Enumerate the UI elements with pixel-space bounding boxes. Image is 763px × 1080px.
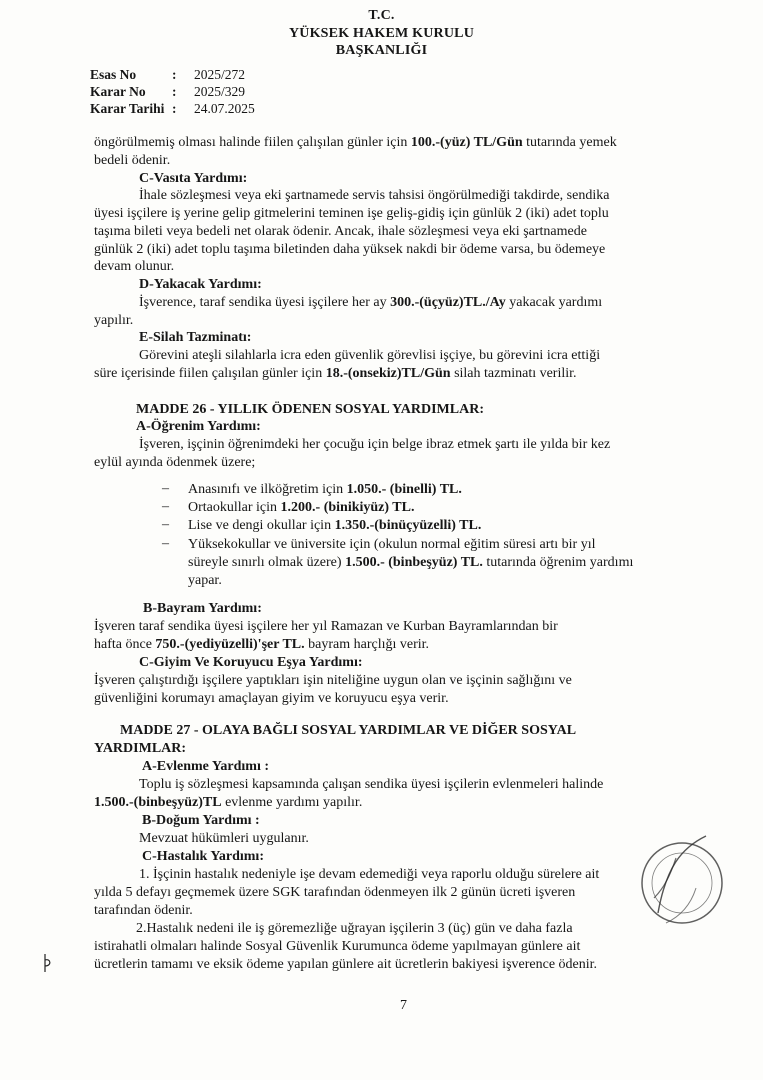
decision-no-sep: :: [172, 84, 177, 99]
section-heading: D-Yakacak Yardımı:: [139, 277, 262, 292]
list-item: Lise ve dengi okullar için 1.350.-(binüçyüzelli) TL.: [188, 518, 482, 533]
text-line: günlük 2 (iki) adet toplu taşıma biletinden daha yüksek nakdi bir ödeme varsa, bu ödemeye: [94, 242, 606, 257]
case-no-label: Esas No: [90, 67, 137, 82]
text-line: devam olunur.: [94, 259, 175, 274]
text-line: Mevzuat hükümleri uygulanır.: [139, 831, 309, 846]
decision-no-label: Karar No: [90, 84, 146, 99]
decision-no-value: 2025/329: [194, 84, 246, 99]
case-no-row: [90, 66, 255, 83]
text-line: ücretlerin tamamı ve eksik ödeme yapılan günlere ait ücretlerin bakiyesi işverence ödenir.: [94, 957, 598, 972]
section-heading: E-Silah Tazminatı:: [139, 330, 252, 345]
text-line: tarafından ödenir.: [94, 903, 193, 918]
list-item: Yüksekokullar ve üniversite için (okulun normal eğitim süresi artı bir yıl: [188, 537, 596, 552]
text-line: İşveren taraf sendika üyesi işçilere her yıl Ramazan ve Kurban Bayramlarından bir: [94, 619, 558, 634]
list-item: Ortaokullar için 1.200.- (binikiyüz) TL.: [188, 500, 415, 515]
text-line: bedeli ödenir.: [94, 153, 171, 168]
decision-date-label: Karar Tarihi: [90, 101, 165, 116]
section-heading: B-Bayram Yardımı:: [143, 601, 262, 616]
case-no-sep: :: [172, 67, 177, 82]
text-line: üyesi işçilere iş yerine gelip gitmelerini teminen işe geliş-gidiş için günlük 2 (iki) adet toplu: [94, 206, 609, 221]
section-heading: A-Evlenme Yardımı :: [142, 759, 270, 774]
text-line: istirahatli olmaları halinde Sosyal Güvenlik Kurumunca ödeme yapılmayan günlere ait: [94, 939, 581, 954]
article-26-title: MADDE 26 - YILLIK ÖDENEN SOSYAL YARDIMLAR:: [136, 402, 484, 417]
section-heading: C-Giyim Ve Koruyucu Eşya Yardımı:: [139, 655, 363, 670]
case-no-value: 2025/272: [194, 67, 246, 82]
text-line: öngörülmemiş olması halinde fiilen çalışılan günler için 100.-(yüz) TL/Gün tutarında yemek: [94, 135, 617, 150]
list-item-continued: süreyle sınırlı olmak üzere) 1.500.- (binbeşyüz) TL. tutarında öğrenim yardımı: [188, 555, 634, 570]
handwritten-mark-icon: [42, 952, 54, 979]
text-line: İşverence, taraf sendika üyesi işçilere her ay 300.-(üçyüz)TL./Ay yakacak yardımı: [139, 295, 603, 310]
decision-date-row: [90, 100, 255, 117]
text-line: 2.Hastalık nedeni ile iş göremezliğe uğrayan işçilerin 3 (üç) gün ve daha fazla: [136, 921, 573, 936]
text-line: 1. İşçinin hastalık nedeniyle işe devam edemediği veya raporlu olduğu sürelere ait: [139, 867, 600, 882]
decision-date-value: 24.07.2025: [194, 101, 255, 116]
page-number: 7: [400, 998, 407, 1013]
header-tc: T.C.: [368, 8, 395, 23]
decision-no-row: [90, 83, 255, 100]
list-bullet: –: [162, 536, 169, 551]
article-27-title: MADDE 27 - OLAYA BAĞLI SOSYAL YARDIMLAR VE DİĞER SOSYAL: [120, 723, 577, 738]
text-line: Toplu iş sözleşmesi kapsamında çalışan sendika üyesi işçilerin evlenmeleri halinde: [139, 777, 604, 792]
header-presidency: BAŞKANLIĞI: [335, 43, 428, 58]
section-heading: C-Hastalık Yardımı:: [142, 849, 264, 864]
decision-date-sep: :: [172, 101, 177, 116]
section-heading: C-Vasıta Yardımı:: [139, 171, 248, 186]
text-line: İşveren, işçinin öğrenimdeki her çocuğu için belge ibraz etmek şartı ile yılda bir kez: [139, 437, 611, 452]
text-line: taşıma bileti veya bedeli net olarak ödenir. Ancak, ihale sözleşmesi veya eki şartnamede: [94, 224, 587, 239]
text-line: eylül ayında ödenmek üzere;: [94, 455, 256, 470]
text-line: İşveren çalıştırdığı işçilere yaptıkları işin niteliğine uygun olan ve işçinin sağlığını ve: [94, 673, 572, 688]
text-line: yapılır.: [94, 313, 134, 328]
text-line: yılda 5 defayı geçmemek üzere SGK tarafından ödenmeyen ilk 2 günün ücreti işveren: [94, 885, 576, 900]
official-seal-icon: [636, 828, 728, 943]
section-heading: B-Doğum Yardımı :: [142, 813, 260, 828]
article-27-title-cont: YARDIMLAR:: [94, 741, 187, 756]
text-line: İhale sözleşmesi veya eki şartnamede servis tahsisi öngörülmediği takdirde, sendika: [139, 188, 610, 203]
header-institution: YÜKSEK HAKEM KURULU: [288, 26, 475, 41]
section-heading: A-Öğrenim Yardımı:: [136, 419, 261, 434]
text-line: Görevini ateşli silahlarla icra eden güvenlik görevlisi işçiye, bu görevini icra ettiği: [139, 348, 601, 363]
list-item-continued: yapar.: [188, 573, 222, 588]
list-bullet: –: [162, 517, 169, 532]
list-bullet: –: [162, 499, 169, 514]
list-item: Anasınıfı ve ilköğretim için 1.050.- (binelli) TL.: [188, 482, 462, 497]
text-line: süre içerisinde fiilen çalışılan günler için 18.-(onsekiz)TL/Gün silah tazminatı verilir.: [94, 366, 577, 381]
text-line: hafta önce 750.-(yediyüzelli)'şer TL. bayram harçlığı verir.: [94, 637, 430, 652]
text-line: güvenliğini korumayı amaçlayan giyim ve koruyucu eşya verir.: [94, 691, 449, 706]
text-line: 1.500.-(binbeşyüz)TL evlenme yardımı yapılır.: [94, 795, 363, 810]
list-bullet: –: [162, 481, 169, 496]
case-info: [90, 66, 255, 117]
